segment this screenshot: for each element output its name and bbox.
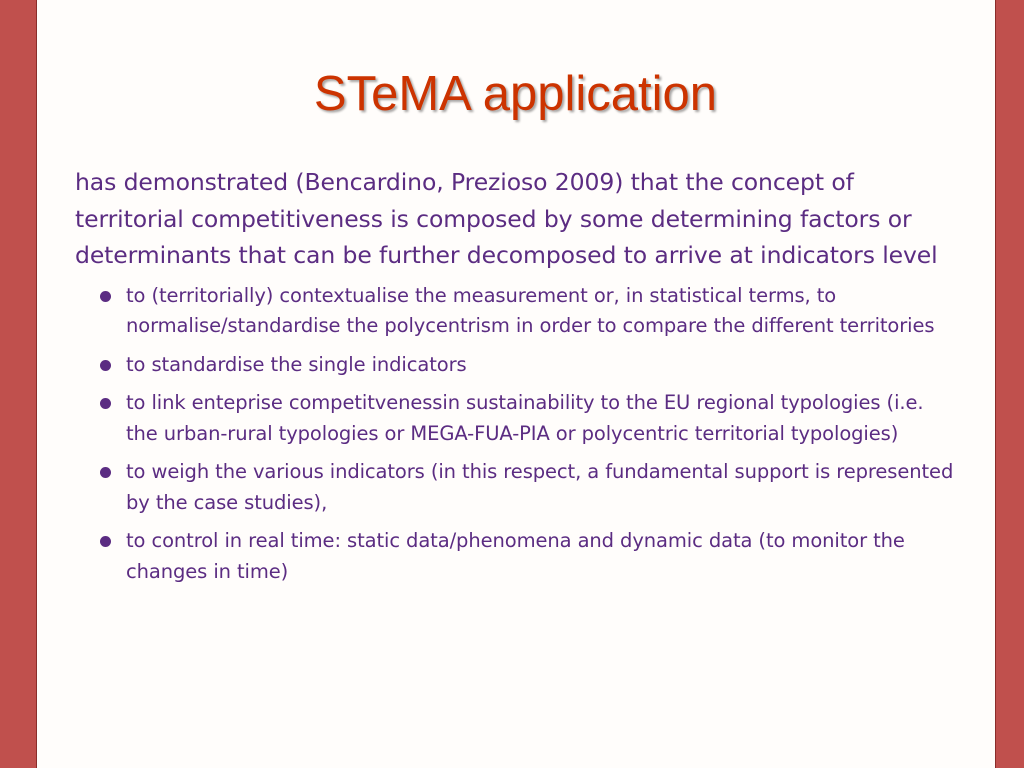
bullet-dot-icon	[100, 467, 111, 478]
bullet-item	[75, 388, 955, 449]
bullet-text: to (territorially) contextualise the measurement or, in statistical terms, to normalise/standardise the polycentrism in order to compare the different territories	[126, 283, 935, 337]
bullet-text: to weigh the various indicators (in this respect, a fundamental support is represented by the case studies),	[126, 460, 954, 514]
bullet-dot-icon	[100, 398, 111, 409]
slide-title: STeMA application	[313, 67, 718, 121]
bullet-text: to standardise the single indicators	[126, 352, 467, 376]
bullet-item	[75, 350, 955, 381]
bullet-text: to control in real time: static data/phenomena and dynamic data (to monitor the changes in time)	[126, 529, 905, 583]
left-border-bar	[0, 0, 37, 768]
bullet-dot-icon	[100, 360, 111, 371]
right-border-bar	[995, 0, 1024, 768]
bullet-item	[75, 281, 955, 342]
bullet-item	[75, 526, 955, 587]
bullet-list	[75, 281, 955, 588]
slide-content	[75, 164, 955, 595]
bullet-dot-icon	[100, 291, 111, 302]
bullet-dot-icon	[100, 536, 111, 547]
bullet-item	[75, 457, 955, 518]
bullet-text: to link enteprise competitvenessin sustainability to the EU regional typologies (i.e. the urban-rural typologies or MEGA-FUA-PIA or polycentric territorial typologies)	[126, 391, 924, 445]
lead-paragraph: has demonstrated (Bencardino, Prezioso 2009) that the concept of territorial competitiveness is composed by some determining factors or determinants that can be further decomposed to arrive at indicators level	[75, 168, 938, 269]
